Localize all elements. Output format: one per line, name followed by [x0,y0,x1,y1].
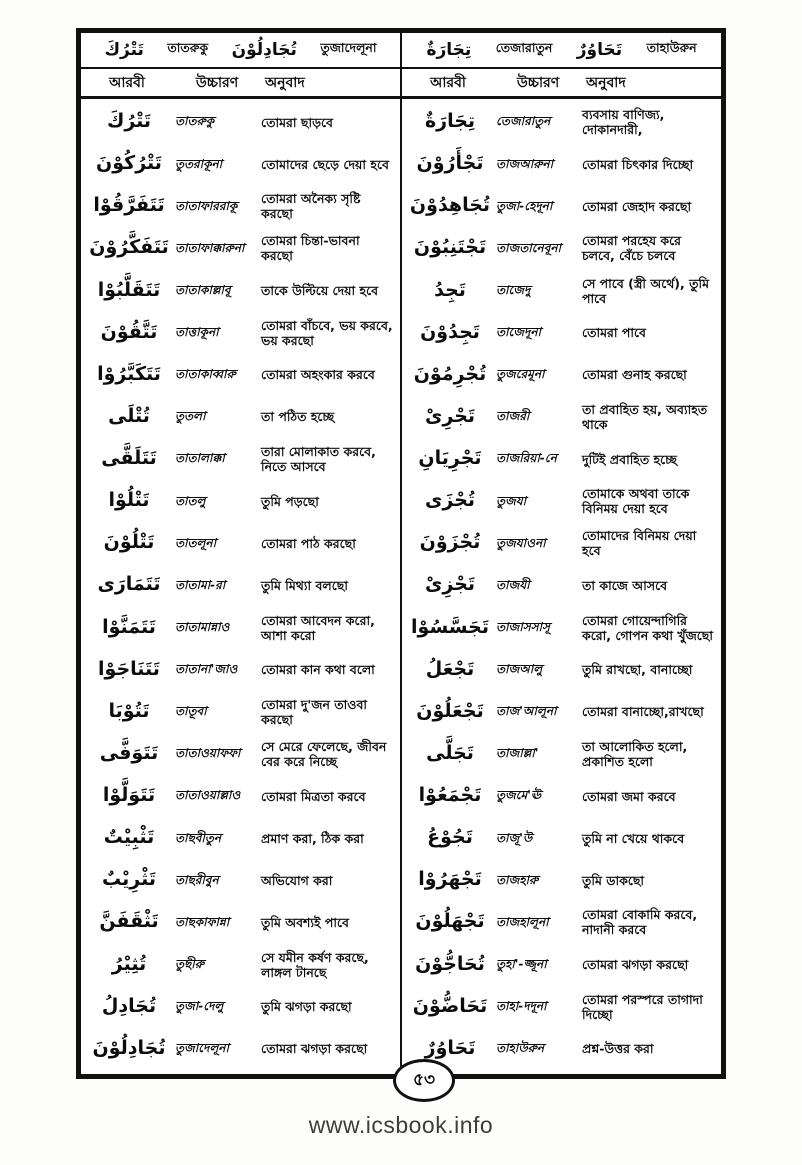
pronunciation: তাতাকাল্লাবূ [175,282,231,297]
table-row [404,1032,719,1066]
translation: প্রমাণ করা, ঠিক করা [261,830,364,846]
table-row [404,821,719,855]
pronunciation: তাজেদু [496,282,531,297]
arabic-word: تَثْرِيْبٌ [102,868,156,891]
table-row [404,189,719,223]
table-row [404,484,719,518]
arabic-word: تَجَسَّسُوْا [411,615,489,638]
pronunciation: তাতাকাব্বারু [175,367,236,382]
arabic-word: تِجَارَةٌ [424,110,476,133]
translation: তুমি পড়ছো [261,493,319,509]
translation: সে মেরে ফেলেছে, জীবন বের করে নিচ্ছে [261,738,387,769]
arabic-word: تَجِدُوْنَ [420,320,480,343]
arabic-word: تُجْزَوْنَ [419,531,481,554]
pronunciation: তুজযাওনা [496,535,546,550]
pronunciation: তাতামা-রা [175,577,226,592]
arabic-word: تَتَقَلَّبُوْا [97,278,161,301]
translation: তোমরা ঝগড়া করছো [582,957,689,972]
arabic-word: تَجْأَرُوْنَ [416,152,484,175]
pronunciation: তাজহালূনা [496,914,549,929]
arabic-word: تَتْرُكُوْنَ [96,152,162,175]
table-row [83,695,398,729]
table-row [404,316,719,350]
header-pronunciation: উচ্চারণ [516,74,560,91]
arabic-word: تُجْرِمُوْنَ [413,362,487,385]
translation: তোমরা জমা করবে [582,788,676,804]
arabic-word: تَتَّقُوْنَ [100,320,158,343]
pronunciation: তাজরিয়া-নে [496,451,557,466]
table-row [83,611,398,645]
translation: তোমরা অহংকার করবে [261,367,375,383]
pronunciation: তাছকাফান্না [175,914,230,929]
pronunciation: তুজা-হেদূনা [496,198,553,213]
entries-column-right [402,99,721,1074]
translation: সে পাবে (স্ত্রী অর্থে), তুমি পাবে [582,275,710,306]
translation: তোমরা পাঠ করছো [261,535,356,551]
table-row [83,821,398,855]
pronunciation: তাতলূনা [175,535,217,550]
pronunciation: তাজাল্লা' [496,746,539,761]
table-row [404,948,719,982]
translation: তোমরা বোকামি করবে, নাদানী করবে [582,907,698,938]
arabic-word: تُجَاهِدُوْنَ [409,194,491,217]
pronunciation: তাজ'আলূনা [496,704,557,719]
arabic-word: تَجِدُ [434,278,466,301]
table-row [83,863,398,897]
table-row [83,400,398,434]
guide-left [81,33,402,67]
pronunciation: তুহা'-জ্জূনা [496,956,547,971]
translation: তোমরা চিৎকার দিচ্ছো [582,156,694,172]
pronunciation: তাতালাক্কা [175,451,225,466]
entries-column-left [81,99,402,1074]
pronunciation: তাজহারু [496,872,539,887]
translation: তোমরা ছাড়বে [261,114,333,130]
arabic-word: تَحَاضُّوْنَ [412,994,488,1017]
vocabulary-table [78,30,724,1077]
translation: তোমরা মিত্রতা করবে [261,788,366,804]
translation: ব্যবসায় বাণিজ্য, দোকানদারী, [582,107,665,137]
translation: তুমি ঝগড়া করছো [261,999,352,1015]
table-row [83,568,398,602]
arabic-word: تَجْرِىْ [424,404,476,427]
arabic-word: تَتُوْبَا [108,699,150,722]
translation: তুমি ডাকছো [582,872,645,888]
arabic-word: تَتَمَارَى [97,573,161,596]
translation: তোমরা পরহেয করে চলবে, বেঁচে চলবে [582,233,682,264]
pronunciation: তাতাওয়াল্লাও [175,788,241,803]
watermark-url: www.icsbook.info [308,1112,494,1138]
table-row [404,526,719,560]
arabic-word: تَحَاوُرٌ [424,1036,476,1059]
table-row [404,358,719,392]
translation: তোমরা পাবে [582,325,646,341]
table-row [404,905,719,939]
translation: তোমরা চিন্তা-ভাবনা করছো [261,233,360,264]
translation: তোমরা বানাচ্ছো,রাখছো [582,704,704,720]
column-header-band [81,69,721,99]
arabic-word: تَجْرِيَانِ [418,447,482,470]
pronunciation: তাতরুকু [175,114,215,129]
table-row [404,990,719,1024]
column-headers-right [402,69,721,96]
table-row [83,526,398,560]
arabic-word: تَجَلَّى [426,741,474,764]
pronunciation: তাতলু [175,493,206,508]
header-translation: অনুবাদ [586,74,626,91]
pronunciation: তেজারাতুন [496,114,551,129]
arabic-word: تَتَوَفَّى [99,741,159,764]
arabic-word: تَتَمَنَّوْا [102,615,156,638]
arabic-word: تَجُوْعُ [427,826,473,849]
table-row [404,653,719,687]
translation: তা কাজে আসবে [582,577,668,593]
translation: তা প্রবাহিত হয়, অব্যাহত থাকে [582,401,708,432]
table-row [83,653,398,687]
arabic-word: تُحَاجُّوْنَ [415,952,485,975]
translation: তুমি মিথ্যা বলছো [261,577,348,593]
pronunciation: তাজতানেবূনা [496,240,562,255]
table-row [83,231,398,265]
table-row [404,231,719,265]
translation: তোমরা পরস্পরে তাগাদা দিচ্ছো [582,991,703,1022]
guide-right [402,33,721,67]
arabic-word: تَجْزِىْ [424,573,476,596]
pronunciation: তুজরেমূনা [496,367,545,382]
pronunciation: তুজা-দেলু [175,999,224,1014]
table-row [404,611,719,645]
table-row [83,990,398,1024]
table-row [404,863,719,897]
translation: তোমরা দু'জন তাওবা করছো [261,696,368,727]
guide-arabic-last-right: تَحَاوُرٌ [576,40,623,60]
translation: তোমাকে অথবা তাকে বিনিময় দেয়া হবে [582,486,690,517]
guide-word-header [81,33,721,69]
pronunciation: তাজরী [496,409,530,424]
translation: দুটিই প্রবাহিত হচ্ছে [582,451,678,467]
pronunciation: তাজযী [496,577,530,592]
pronunciation: তাজআরুনা [496,156,554,171]
table-row [404,105,719,139]
pronunciation: তাজূ'উ [496,830,533,845]
table-row [404,274,719,308]
translation: তারা মোলাকাত করবে, নিতে আসবে [261,444,376,474]
pronunciation: তুতরাকূনা [175,156,223,171]
pronunciation: তাতাফাররাকূ [175,198,238,213]
table-row [83,358,398,392]
arabic-word: تُجَادِلُوْنَ [92,1036,166,1059]
pronunciation: তুজযা [496,493,527,508]
arabic-word: تَتَكَبَّرُوْا [97,362,161,385]
column-headers-left [81,69,402,96]
table-row [83,1032,398,1066]
guide-arabic-last-left: تُجَادِلُوْنَ [231,40,297,60]
arabic-word: تَجْتَنِبُوْنَ [413,236,487,259]
page-number: ৫৩ [393,1059,455,1102]
table-row [83,737,398,771]
arabic-word: تَتْلُوْا [108,489,150,512]
pronunciation: তাজেদূনা [496,325,541,340]
translation: সে যমীন কর্ষণ করছে, লাঙ্গল টানছে [261,949,369,980]
translation: তুমি অবশ্যই পাবে [261,914,349,930]
table-row [404,779,719,813]
header-arabic: আরবী [109,74,145,91]
pronunciation: তাত্তাকূনা [175,325,219,340]
pronunciation: তাতূবা [175,704,207,719]
table-body [81,99,721,1074]
arabic-word: تَتَفَرَّقُوْا [93,194,165,217]
guide-arabic-first-right: تِجَارَةٌ [426,40,472,60]
arabic-word: تَجْعَلُوْنَ [416,699,484,722]
pronunciation: তাহাউরুন [496,1041,544,1056]
table-row [83,484,398,518]
pronunciation: তাতানা'জাও [175,662,238,677]
pronunciation: তুছীরু [175,956,204,971]
arabic-word: تَثْبِيْتٌ [103,826,155,849]
translation: তোমাদের ছেড়ে দেয়া হবে [261,156,389,172]
pronunciation: তাতাফাক্কারুনা [175,240,245,255]
pronunciation: তুজাদেলূনা [175,1041,229,1056]
table-row [83,274,398,308]
translation: তোমরা বাঁচবে, ভয় করবে, ভয় করছো [261,317,393,348]
arabic-word: تَتَنَاجَوْا [98,657,160,680]
table-row [83,442,398,476]
arabic-word: تَجْهَرُوْا [418,868,482,891]
guide-bangla-first-left: তাতরুকু [167,40,209,55]
header-translation: অনুবাদ [265,74,305,91]
table-row [404,695,719,729]
translation: তোমরা গোয়েন্দাগিরি করো, গোপন কথা খুঁজছো [582,612,713,643]
arabic-word: تُجْزَى [424,489,476,512]
arabic-word: تُتْلَى [108,404,150,427]
arabic-word: تَجْمَعُوْا [418,784,482,807]
arabic-word: تَتْرُكَ [106,110,152,133]
arabic-word: تَجْهَلُوْنَ [415,910,485,933]
translation: তা আলোকিত হলো, প্রকাশিত হলো [582,738,688,769]
table-row [83,905,398,939]
guide-arabic-first-left: تَتْرُكَ [104,40,144,60]
table-row [404,147,719,181]
guide-bangla-last-left: তুজাদেলূনা [320,40,377,55]
translation: তোমরা আবেদন করো, আশা করো [261,612,375,643]
table-row [404,568,719,602]
pronunciation: তুজমে'ঊ [496,788,542,803]
guide-bangla-last-right: তাহাউরুন [646,40,697,55]
arabic-word: تَتَفَكَّرُوْنَ [89,236,169,259]
pronunciation: তাছবীতুন [175,830,222,845]
arabic-word: تُجَادِلُ [101,994,157,1017]
arabic-word: تَجْعَلُ [425,657,475,680]
translation: তুমি না খেয়ে থাকবে [582,830,685,846]
header-arabic: আরবী [430,74,466,91]
arabic-word: تَتْلُوْنَ [103,531,155,554]
translation: তোমরা ঝগড়া করছো [261,1041,368,1057]
translation: তোমরা কান কথা বলো [261,662,375,678]
table-row [83,316,398,350]
translation: তোমাদের বিনিময় দেয়া হবে [582,528,697,559]
table-row [404,442,719,476]
translation: তোমরা জেহাদ করছো [582,198,692,214]
translation: অভিযোগ করা [261,872,333,888]
table-row [83,779,398,813]
pronunciation: তাহা-দদূনা [496,999,547,1014]
arabic-word: تَتَلَقَّى [101,447,157,470]
pronunciation: তুতলা [175,409,206,424]
table-row [404,400,719,434]
translation: তাকে উল্টিয়ে দেয়া হবে [261,283,379,298]
arabic-word: تَثْقَفَنَّ [99,910,159,933]
translation: তুমি রাখছো, বানাচ্ছো [582,662,693,678]
table-row [404,737,719,771]
arabic-word: تَتَوَلَّوْا [102,784,156,807]
pronunciation: তাছরীবুন [175,872,219,887]
header-pronunciation: উচ্চারণ [195,74,239,91]
table-row [83,105,398,139]
table-row [83,147,398,181]
pronunciation: তাতাওয়াফফা [175,746,241,761]
pronunciation: তাতামান্নাও [175,619,230,634]
table-row [83,189,398,223]
pronunciation: তাজআলু [496,662,543,677]
translation: তোমরা গুনাহ করছো [582,367,687,383]
translation: তোমরা অনৈক্য সৃষ্টি করছো [261,191,361,222]
translation: তা পঠিত হচ্ছে [261,409,335,425]
guide-bangla-first-right: তেজারাতুন [495,40,553,55]
table-row [83,948,398,982]
arabic-word: تُثِيْرُ [111,952,147,975]
pronunciation: তাজাসসাসূ [496,619,550,634]
translation: প্রশ্ন-উত্তর করা [582,1041,654,1057]
